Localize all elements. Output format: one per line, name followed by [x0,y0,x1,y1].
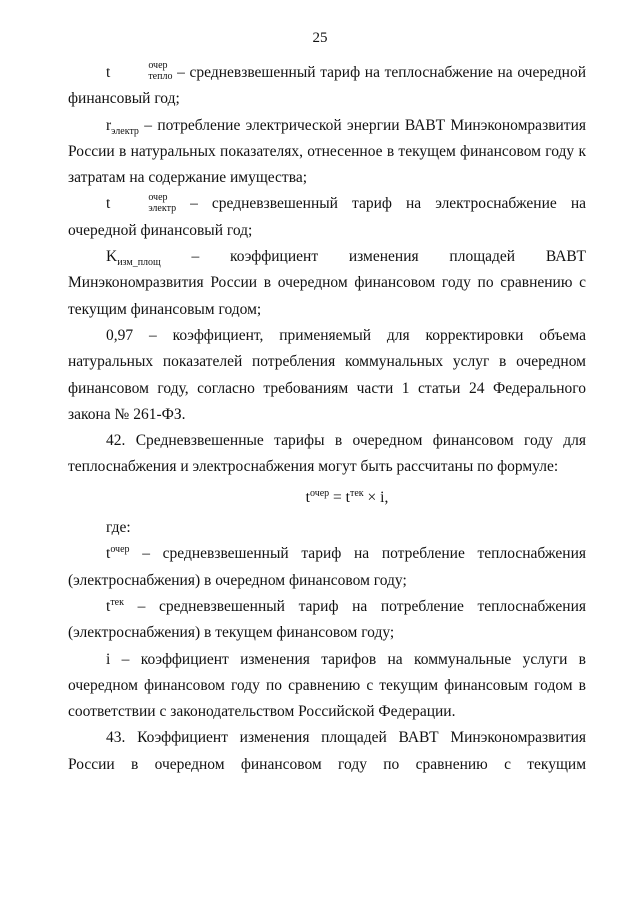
symbol-t-teplo: t очер тепло [106,60,173,83]
symbol-r-elektr: $r_{электр}$ [106,116,139,137]
symbol-t-elektr: t очер электр [106,191,177,214]
symbol-t-tek: $t^{тек}$ [106,596,124,615]
definition-text: – средневзвешенный тариф на теплоснабжение на очередной финансовый год; [68,64,586,108]
definition-text: – средневзвешенный тариф на электроснабжение на очередной финансовый год; [68,195,586,239]
document-body [68,60,586,778]
definition-text: – средневзвешенный тариф на потребление теплоснабжения (электроснабжения) в очередном финансовом году; [68,545,586,589]
definition-coefficient-097: 0,97 – коэффициент, применяемый для корректировки объема натуральных показателей потребления коммунальных услуг в очередном финансовом году, согласно требованиям части 1 статьи 24 Федерального закона № 261-ФЗ. [68,326,586,423]
definition-t-tek [68,594,586,647]
definition-t-teplo [68,60,586,113]
definition-k-izm-ploshch [68,244,586,323]
definition-t-elektr [68,191,586,244]
definition-text: – средневзвешенный тариф на потребление теплоснабжения (электроснабжения) в текущем финансовом году; [68,597,586,642]
symbol-t-ocher: $t^{очер}$ [106,544,130,563]
page-number: 25 [312,30,328,46]
definition-r-elektr [68,113,586,192]
where-label: где: [106,519,131,537]
symbol-k-izm-ploshch: $K_{изм\_площ}$ [106,248,161,269]
paragraph-42: 42. Средневзвешенные тарифы в очередном финансовом году для теплоснабжения и электроснабжения могут быть рассчитаны по формуле: [68,432,586,476]
definition-t-ocher [68,541,586,594]
definition-text: – коэффициент изменения площадей ВАВТ Минэкономразвития России в очередном финансовом году по сравнению с текущим финансовым годом; [68,248,586,318]
definition-i: i – коэффициент изменения тарифов на коммунальные услуги в очередном финансовом году по сравнению с текущим финансовым годом в соответствии с законодательством Российской Федерации. [68,650,586,721]
definition-text: – потребление электрической энергии ВАВТ Минэкономразвития России в натуральных показателях, отнесенное в текущем финансовом году к затратам на содержание имущества; [68,116,586,187]
tariff-formula: $t^{очер} = t^{тек} \times i$, [305,487,389,506]
paragraph-43: 43. Коэффициент изменения площадей ВАВТ Минэкономразвития России в очередном финансовом году по сравнению с текущим [68,729,586,773]
